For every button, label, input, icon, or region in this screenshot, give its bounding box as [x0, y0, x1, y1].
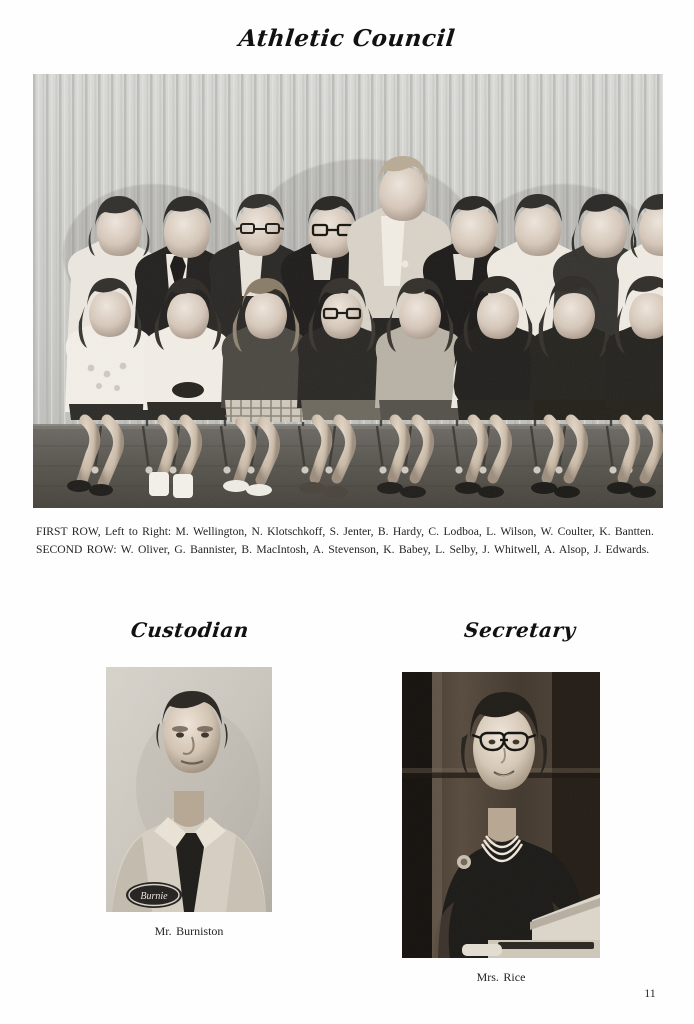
page-title: Athletic Council [237, 25, 457, 52]
custodian-name-caption: Mr. Burniston [154, 924, 224, 938]
athletic-council-group-photo [33, 74, 663, 508]
custodian-heading: Custodian [129, 618, 251, 642]
secretary-portrait-photo [402, 672, 600, 958]
group-photo-caption: FIRST ROW, Left to Right: M. Wellington, N. Klotschkoff, S. Jenter, B. Hardy, C. Lodboa, L. Wilson, W. Coulter, K. Bantten. SECOND ROW: W. Oliver, G. Bannister, B. MacIntosh, A. Stevenson, K. Babey, L. Selby, J. Whitwell, A. Alsop, J. Edwards. [36, 525, 654, 556]
secretary-name-caption: Mrs. Rice [476, 970, 526, 984]
secretary-photo-graphic [402, 672, 600, 958]
group-photo-graphic [33, 74, 663, 508]
secretary-heading: Secretary [463, 618, 577, 642]
page-number: 11 [644, 986, 656, 1000]
custodian-photo-graphic [106, 667, 272, 912]
custodian-portrait-photo [106, 667, 272, 912]
